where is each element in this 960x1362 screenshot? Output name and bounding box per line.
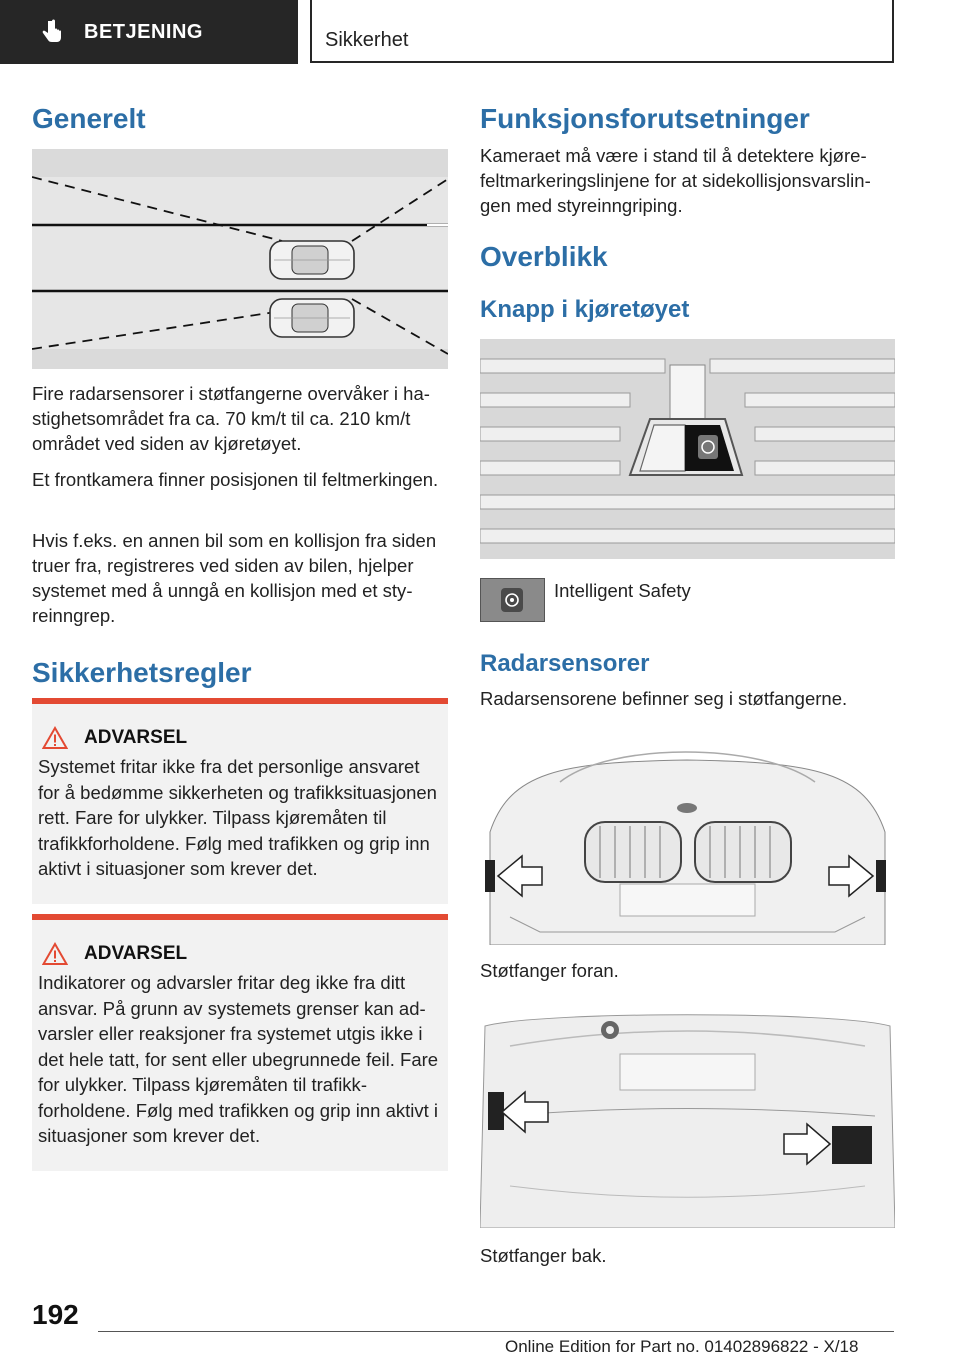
heading-sikkerhetsregler: Sikkerhetsregler: [32, 657, 252, 688]
warning-triangle-icon: [42, 942, 68, 966]
radar-paragraph: Radarsensorene befinner seg i støtfangerne.: [480, 688, 848, 709]
rear-bumper-figure: [480, 1006, 895, 1228]
warning-triangle-icon: [42, 726, 68, 750]
intelligent-safety-button-icon: [480, 578, 545, 622]
warning-label: ADVARSEL: [84, 943, 188, 964]
front-bumper-caption: Støtfanger foran.: [480, 960, 619, 981]
heading-radarsensorer: Radarsensorer: [480, 650, 650, 677]
front-bumper-figure: [480, 722, 895, 945]
dashboard-button-illustration: [480, 339, 895, 559]
section-title: Sikkerhet: [325, 29, 409, 51]
warning-text: Systemet fritar ikke fra det personlige ansvaret for å bedømme sikkerheten og trafikksituasjonen rett. Fare for ulykker. Tilpass kjøremåten til trafikkforholdene. Følg med trafikken og grip inn aktivt i situasjoner som krever det.: [38, 756, 437, 879]
rear-bumper-illustration: [480, 1006, 895, 1228]
button-caption: Intelligent Safety: [554, 580, 691, 601]
heading-overblikk: Overblikk: [480, 241, 608, 272]
heading-generelt: Generelt: [32, 103, 146, 134]
warning-box-2: [32, 914, 448, 1171]
hand-pointer-icon: [38, 18, 66, 46]
lane-radar-diagram: [32, 149, 448, 369]
page-number: 192: [32, 1299, 79, 1330]
funk-paragraph: Kameraet må være i stand til å detektere kjørefeltmarkeringslinjene for at sidekollisjonsvarslingen med styreinngriping.: [480, 145, 871, 216]
generelt-paragraph-2: Et frontkamera finner posisjonen til feltmerkingen.: [32, 469, 439, 490]
generelt-paragraph-1: Fire radarsensorer i støtfangerne overvåker i hastighetsområdet fra ca. 70 km/t til ca. 210 km/t området ved siden av kjøretøyet.: [32, 383, 430, 454]
warning-label: ADVARSEL: [84, 727, 188, 748]
heading-funksjonsforutsetninger: Funksjonsforutsetninger: [480, 103, 810, 134]
front-bumper-illustration: [480, 722, 895, 945]
warning-text: Indikatorer og advarsler fritar deg ikke fra ditt ansvar. På grunn av systemets grenser kan advarsler eller reaksjoner fra systemet utgis ikke i det hele tatt, for sent eller ubegrunnede feil. Fare for ulykker. Tilpass kjøremåten til trafikkforholdene. Følg med trafikken og grip inn aktivt i situasjoner som krever det.: [38, 972, 439, 1146]
heading-knapp: Knapp i kjøretøyet: [480, 296, 690, 323]
warning-box-1: [32, 698, 448, 904]
chapter-tab: [0, 0, 298, 64]
footer-edition: Online Edition for Part no. 01402896822 - X/18: [505, 1337, 859, 1356]
lane-diagram-figure: [32, 149, 448, 369]
dashboard-button-figure: [480, 339, 895, 559]
rear-bumper-caption: Støtfanger bak.: [480, 1245, 607, 1266]
chapter-label: BETJENING: [84, 20, 203, 43]
generelt-paragraph-3: Hvis f.eks. en annen bil som en kollisjon fra siden truer fra, registreres ved siden av bilen, hjelper systemet med å unngå en kollisjon med et styreinngrep.: [32, 530, 437, 626]
footer-divider: [98, 1331, 894, 1332]
